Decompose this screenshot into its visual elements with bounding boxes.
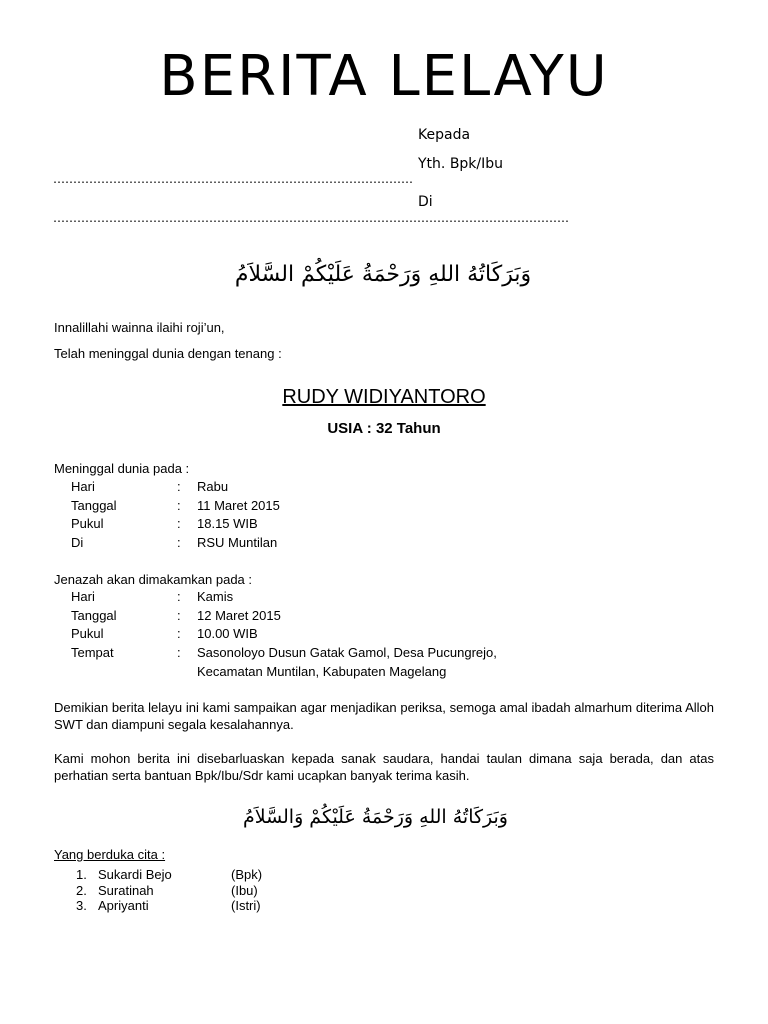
row-separator: :	[177, 589, 181, 604]
row-separator: :	[177, 608, 181, 623]
row-label: Tanggal	[71, 608, 117, 623]
deceased-age: USIA : 32 Tahun	[327, 420, 441, 437]
row-value: 12 Maret 2015	[197, 608, 281, 623]
row-label: Tempat	[71, 645, 114, 660]
mourner-relation: (Istri)	[231, 898, 261, 913]
row-separator: :	[177, 645, 181, 660]
death-heading: Meninggal dunia pada :	[54, 461, 190, 476]
row-label: Pukul	[71, 516, 104, 531]
row-label: Di	[71, 535, 84, 550]
closing-paragraph-1: Demikian berita lelayu ini kami sampaikan agar menjadikan periksa, semoga amal ibadah almarhum diterima Alloh SWT dan diampuni segala kesalahannya.	[54, 700, 714, 732]
mourner-name: Sukardi Bejo	[98, 867, 172, 882]
recipient-address-blank: …………………………………………………………………………………………………………………	[53, 211, 569, 225]
row-label: Tanggal	[71, 498, 117, 513]
row-separator: :	[177, 535, 181, 550]
row-value: Rabu	[197, 479, 229, 494]
closing-paragraph-2: Kami mohon berita ini disebarluaskan kepada sanak saudara, handai taulan dimana saja berada, dan atas perhatian serta bantuan Bpk/Ibu/Sdr kami ucapkan banyak terima kasih.	[54, 751, 714, 783]
recipient-di: Di	[418, 194, 433, 210]
row-value: 11 Maret 2015	[197, 498, 280, 513]
mourner-name: Apriyanti	[98, 898, 149, 913]
document-title: BERITA LELAYU	[159, 44, 609, 109]
mourner-number: 1.	[76, 867, 87, 882]
row-label: Hari	[71, 479, 95, 494]
row-separator: :	[177, 498, 181, 513]
row-value: Kamis	[197, 589, 234, 604]
row-value: 10.00 WIB	[197, 626, 258, 641]
row-separator: :	[177, 626, 181, 641]
mourners-heading: Yang berduka cita :	[54, 847, 166, 862]
intro-line-2: Telah meninggal dunia dengan tenang :	[54, 346, 282, 361]
burial-heading: Jenazah akan dimakamkan pada :	[54, 572, 253, 587]
row-label: Pukul	[71, 626, 104, 641]
mourner-name: Suratinah	[98, 883, 154, 898]
row-value: Sasonoloyo Dusun Gatak Gamol, Desa Pucungrejo,	[197, 645, 497, 660]
row-label: Hari	[71, 589, 95, 604]
row-separator: :	[177, 479, 181, 494]
arabic-greeting-bottom: وَبَرَكَاتُهُ اللهِ وَرَحْمَةُ عَلَيْكُمْ وَالسَّلاَمُ	[242, 806, 508, 828]
recipient-yth: Yth. Bpk/Ibu	[418, 156, 504, 172]
row-value: Kecamatan Muntilan, Kabupaten Magelang	[197, 664, 447, 679]
intro-line-1: Innalillahi wainna ilaihi roji’un,	[54, 320, 225, 335]
recipient-kepada: Kepada	[418, 127, 471, 143]
mourner-number: 2.	[76, 883, 87, 898]
recipient-name-blank: ………………………………………………………………………………	[53, 172, 413, 186]
row-separator: :	[177, 516, 181, 531]
arabic-greeting-top: وَبَرَكَاتُهُ اللهِ وَرَحْمَةُ عَلَيْكُمْ السَّلاَمُ	[234, 262, 532, 287]
deceased-name: RUDY WIDIYANTORO	[282, 386, 486, 408]
mourner-relation: (Bpk)	[231, 867, 263, 882]
row-value: RSU Muntilan	[197, 535, 278, 550]
mourner-number: 3.	[76, 898, 87, 913]
mourner-relation: (Ibu)	[231, 883, 258, 898]
row-value: 18.15 WIB	[197, 516, 258, 531]
